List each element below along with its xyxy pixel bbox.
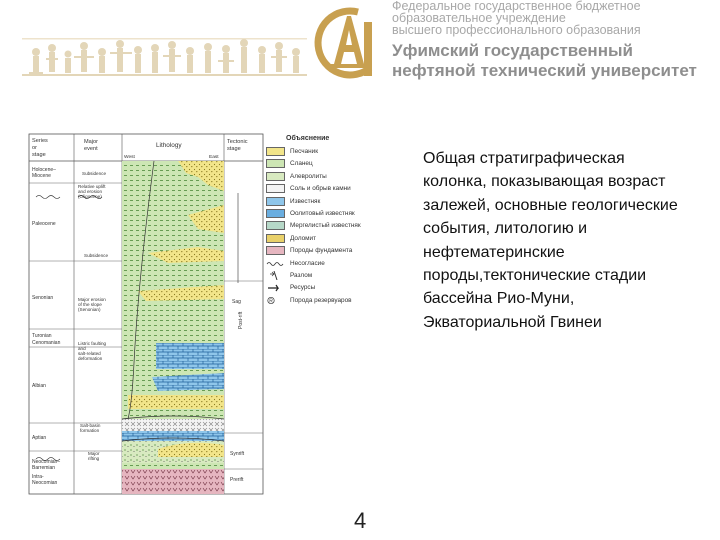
legend-item	[266, 171, 400, 183]
people-silhouette-banner-icon	[22, 8, 307, 82]
legend-item	[266, 158, 400, 170]
event-label: deformation	[78, 356, 103, 361]
reservoir-rock-icon	[266, 296, 285, 305]
event-label: Major	[88, 451, 100, 456]
stratigraphic-column-figure	[28, 133, 400, 495]
event-label: (Oligocene)	[78, 194, 102, 199]
stage-label: Aptian	[32, 435, 47, 441]
event-label: of the slope	[78, 302, 102, 307]
legend-item	[266, 258, 400, 270]
shale-swatch-icon	[266, 159, 285, 168]
caption-line: колонка, показывающая возраст	[423, 173, 666, 191]
caption-line: события, литологию и	[423, 220, 588, 238]
stage-label: Barremian	[32, 465, 56, 471]
event-label: Relative uplift	[78, 184, 106, 189]
event-label: Subsidence	[82, 171, 107, 176]
page-number: 4	[354, 508, 367, 533]
caption-line: Экваториальной Гвинеи	[423, 313, 602, 331]
legend-label: Разлом	[290, 271, 313, 279]
legend-label: Алевролиты	[290, 172, 327, 180]
ugntu-logo-icon	[310, 2, 384, 86]
header-event-major: Major	[84, 139, 98, 145]
legend-label: Несогласие	[290, 259, 325, 267]
stage-label: Turonian	[32, 333, 52, 339]
header-event-event: event	[84, 146, 98, 152]
legend-item	[266, 245, 400, 257]
legend-item	[266, 208, 400, 220]
caption-line: породы,тектонические стадии	[423, 267, 647, 285]
legend-item	[266, 233, 400, 245]
event-label: Salt-basin	[80, 423, 101, 428]
slide-caption	[423, 147, 719, 334]
legend-label: Оолитовый известняк	[290, 209, 355, 217]
stratigraphic-column	[28, 133, 264, 495]
legend-label: Породы фундамента	[290, 247, 353, 255]
legend-label: Мергелистый известняк	[290, 222, 361, 230]
event-label: Major erosion	[78, 297, 106, 302]
stage-label: Intra-	[32, 474, 44, 480]
source-rock-icon	[266, 283, 285, 292]
stage-label: Holocene–	[32, 167, 56, 173]
caption-line: бассейна Рио-Муни,	[423, 290, 575, 308]
stage-label: Neocomian	[32, 480, 58, 486]
legend-item	[266, 295, 400, 307]
stage-label: Albian	[32, 383, 46, 389]
stage-label: Paleocene	[32, 221, 56, 227]
figure-legend	[266, 135, 400, 307]
event-label: and	[78, 346, 86, 351]
legend-item	[266, 270, 400, 282]
limestone-swatch-icon	[266, 197, 285, 206]
event-label: Subsidence	[84, 253, 109, 258]
oolitic-limestone-swatch-icon	[266, 209, 285, 218]
legend-item	[266, 183, 400, 195]
legend-label: Сланец	[290, 160, 313, 168]
stage-label: Cenomanian	[32, 340, 61, 346]
header-series-or: or	[32, 145, 37, 151]
stage-label: Miocene	[32, 173, 51, 179]
legend-item	[266, 282, 400, 294]
legend-label: Песчаник	[290, 148, 319, 155]
header-east: East	[209, 155, 219, 160]
basement-swatch-icon	[266, 246, 285, 255]
sandstone-swatch-icon	[266, 147, 285, 156]
slide-header	[0, 0, 720, 90]
legend-item	[266, 220, 400, 232]
legend-item	[266, 196, 400, 208]
legend-label: Известняк	[290, 197, 321, 205]
legend-label: Соль и обрыв камни	[290, 185, 351, 193]
header-lithology: Lithology	[156, 142, 182, 149]
legend-title: Объяснение	[286, 135, 330, 142]
stage-label: Neocomian–	[32, 459, 61, 465]
fault-icon	[266, 271, 285, 280]
dolomite-swatch-icon	[266, 234, 285, 243]
header-tectonic: Tectonic	[227, 139, 248, 145]
org-line-3: высшего профессионального образования	[392, 23, 641, 37]
unconformity-icon	[266, 259, 285, 268]
tectonic-label: Post-rift	[238, 311, 244, 329]
legend-label: Ресурсы	[290, 284, 316, 292]
org-line-2: образовательное учреждение	[392, 11, 566, 25]
header-tectonic-stage: stage	[227, 146, 241, 152]
university-name-line-1: Уфимский государственный	[392, 41, 633, 60]
legend-item	[266, 146, 400, 158]
event-label: salt-related	[78, 351, 101, 356]
legend-label: Порода резервуаров	[290, 296, 352, 304]
header-stage: stage	[32, 152, 46, 158]
event-label: Listric faulting	[78, 341, 107, 346]
caption-line: Общая стратиграфическая	[423, 150, 625, 167]
org-line-1: Федеральное государственное бюджетное	[392, 0, 641, 13]
caption-line: залежей, основные геологические	[423, 196, 678, 214]
event-label: (Senonian)	[78, 307, 101, 312]
salt-swatch-icon	[266, 184, 285, 193]
university-name-line-2: нефтяной технический университет	[392, 61, 697, 80]
tectonic-label: Sag	[232, 299, 241, 305]
event-label: and erosion	[78, 189, 103, 194]
svg-text:R: R	[269, 297, 273, 304]
marly-limestone-swatch-icon	[266, 221, 285, 230]
event-label: formation	[80, 428, 100, 433]
tectonic-label: Prerift	[230, 477, 244, 483]
stage-label: Senonian	[32, 295, 54, 301]
siltstone-swatch-icon	[266, 172, 285, 181]
header-west: West	[124, 155, 135, 160]
tectonic-label: Synrift	[230, 451, 245, 457]
legend-label: Доломит	[290, 234, 317, 242]
event-label: rifting	[88, 456, 100, 461]
caption-line: нефтематеринские	[423, 243, 565, 261]
header-series: Series	[32, 138, 48, 144]
